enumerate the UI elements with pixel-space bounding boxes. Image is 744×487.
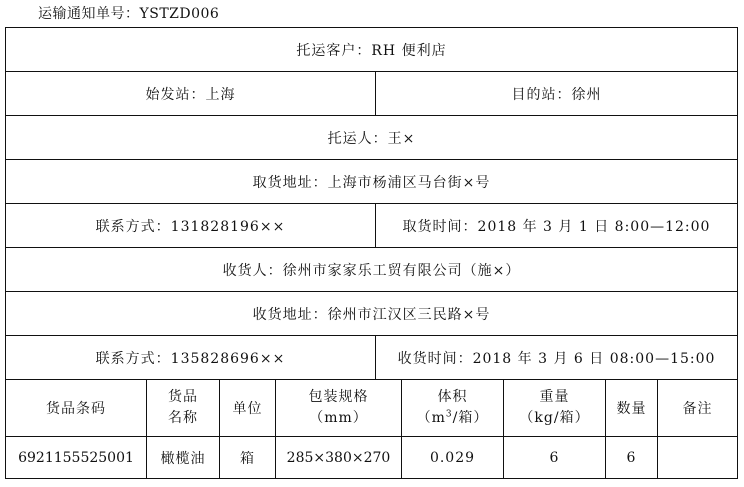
consignee: 收货人：徐州市家家乐工贸有限公司（施×）	[222, 262, 521, 279]
document-number: 运输通知单号：YSTZD006	[38, 6, 220, 22]
header-name	[147, 380, 220, 436]
header-volume-line2: （$m^3/$箱）	[416, 409, 489, 426]
shipper: 托运人：王×	[327, 130, 416, 147]
shipping-notice-form	[5, 27, 738, 479]
row-delivery-contact	[6, 336, 737, 380]
header-quantity: 数量	[606, 380, 658, 436]
header-volume-sup: 3	[445, 409, 453, 420]
row-pickup-address	[6, 160, 737, 204]
header-spec-line1: 包装规格	[308, 389, 369, 405]
header-name-line1: 货品	[168, 389, 198, 405]
header-volume	[402, 380, 504, 436]
cell-remarks	[658, 437, 737, 478]
table-row	[6, 437, 737, 478]
header-weight-line1: 重量	[539, 389, 570, 405]
consignor-client: 托运客户：RH 便利店	[296, 42, 447, 59]
pickup-contact: 联系方式：131828196××	[6, 204, 376, 247]
header-spec-line2: （mm）	[309, 410, 368, 426]
header-remarks: 备注	[682, 401, 713, 417]
row-delivery-address	[6, 292, 737, 336]
cell-unit: 箱	[220, 437, 276, 478]
pickup-address: 取货地址：上海市杨浦区马台街×号	[252, 174, 491, 191]
delivery-address: 收货地址：徐州市江汉区三民路×号	[252, 306, 491, 323]
header-name-line2: 名称	[168, 410, 198, 426]
header-barcode: 货品条码	[6, 380, 147, 436]
cell-spec: 285×380×270	[276, 437, 402, 478]
cell-quantity: 6	[606, 437, 658, 478]
header-weight-line2: （kg/箱）	[519, 410, 590, 426]
header-weight	[504, 380, 606, 436]
delivery-contact: 联系方式：135828696××	[6, 336, 376, 379]
header-spec	[276, 380, 402, 436]
origin-station: 始发站：上海	[6, 72, 376, 115]
row-shipper	[6, 116, 737, 160]
cell-weight: 6	[504, 437, 606, 478]
goods-table-header	[6, 380, 737, 437]
delivery-time: 收货时间：2018 年 3 月 6 日 08:00—15:00	[397, 350, 716, 367]
cell-volume: 0.029	[402, 437, 504, 478]
row-client	[6, 28, 737, 72]
row-consignee	[6, 248, 737, 292]
header-unit: 单位	[220, 380, 276, 436]
header-volume-line1: 体积	[437, 389, 468, 405]
row-pickup-contact	[6, 204, 737, 248]
destination-station: 目的站：徐州	[511, 86, 602, 103]
pickup-time: 取货时间：2018 年 3 月 1 日 8:00—12:00	[402, 218, 711, 235]
cell-barcode: 6921155525001	[6, 437, 147, 478]
cell-name: 橄榄油	[147, 437, 220, 478]
row-stations	[6, 72, 737, 116]
